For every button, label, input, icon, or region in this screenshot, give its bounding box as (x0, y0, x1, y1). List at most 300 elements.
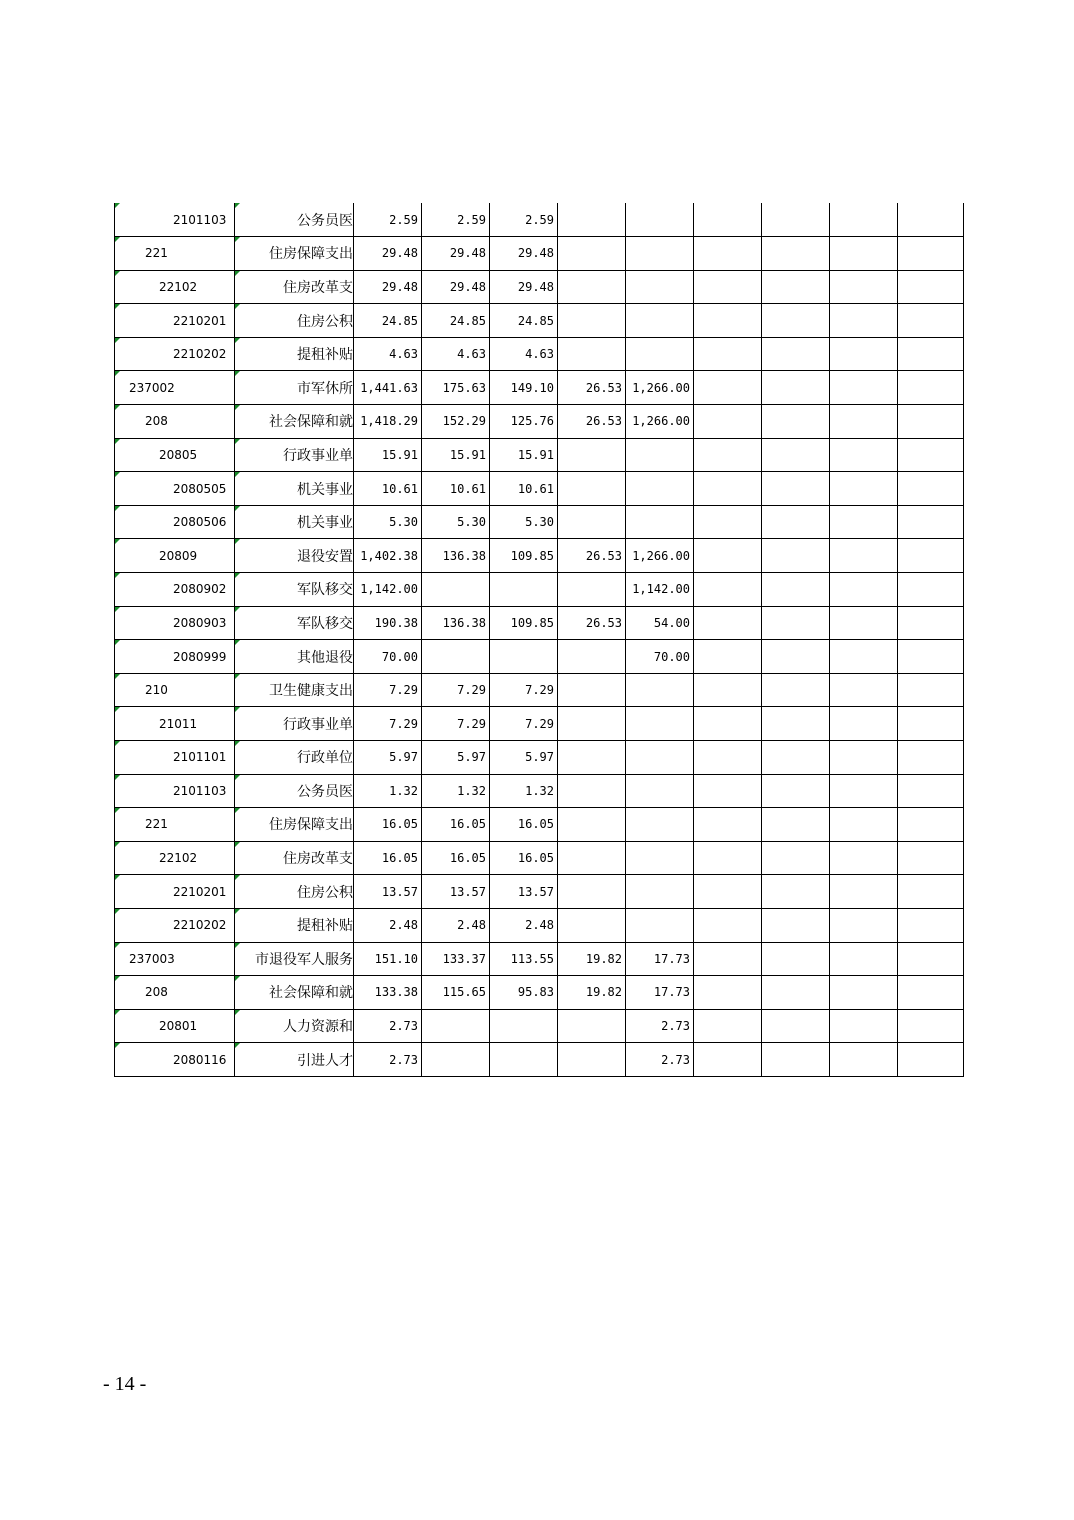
row-value-c5: 1,142.00 (626, 573, 694, 607)
table-row (115, 371, 964, 405)
empty-cell (898, 673, 964, 707)
table-row (115, 304, 964, 338)
empty-cell (762, 707, 830, 741)
row-value-c4: 19.82 (558, 976, 626, 1010)
empty-cell (898, 741, 964, 775)
empty-cell (694, 1009, 762, 1043)
row-name: 住房保障支出 (235, 237, 354, 271)
table-row (115, 774, 964, 808)
empty-cell (762, 606, 830, 640)
row-value-c3: 29.48 (490, 237, 558, 271)
row-name: 社会保障和就 (235, 405, 354, 439)
empty-cell (694, 841, 762, 875)
row-code: 208 (115, 405, 235, 439)
row-value-c3: 15.91 (490, 438, 558, 472)
row-value-c5 (626, 707, 694, 741)
row-value-c1: 5.97 (354, 741, 422, 775)
empty-cell (898, 1009, 964, 1043)
empty-cell (694, 1043, 762, 1077)
row-value-c2: 136.38 (422, 606, 490, 640)
row-name: 住房改革支 (235, 270, 354, 304)
row-code: 210 (115, 673, 235, 707)
empty-cell (898, 505, 964, 539)
row-value-c3: 95.83 (490, 976, 558, 1010)
row-code: 22102 (115, 270, 235, 304)
empty-cell (762, 573, 830, 607)
empty-cell (694, 774, 762, 808)
row-value-c4 (558, 841, 626, 875)
empty-cell (694, 640, 762, 674)
empty-cell (830, 673, 898, 707)
row-value-c1: 2.48 (354, 908, 422, 942)
row-value-c1: 1,418.29 (354, 405, 422, 439)
empty-cell (694, 539, 762, 573)
table-row (115, 707, 964, 741)
row-value-c4: 26.53 (558, 539, 626, 573)
empty-cell (694, 875, 762, 909)
empty-cell (762, 472, 830, 506)
empty-cell (694, 438, 762, 472)
row-value-c5 (626, 875, 694, 909)
row-code: 2101103 (115, 203, 235, 237)
empty-cell (762, 673, 830, 707)
row-code: 221 (115, 237, 235, 271)
row-value-c2: 29.48 (422, 270, 490, 304)
table-row (115, 270, 964, 304)
row-name: 行政单位 (235, 741, 354, 775)
row-value-c3 (490, 1043, 558, 1077)
row-code: 208 (115, 976, 235, 1010)
row-name: 引进人才 (235, 1043, 354, 1077)
empty-cell (898, 707, 964, 741)
empty-cell (830, 270, 898, 304)
row-value-c5 (626, 203, 694, 237)
row-value-c5: 1,266.00 (626, 371, 694, 405)
empty-cell (830, 942, 898, 976)
empty-cell (694, 573, 762, 607)
row-value-c1: 70.00 (354, 640, 422, 674)
empty-cell (830, 505, 898, 539)
row-value-c5: 2.73 (626, 1009, 694, 1043)
row-value-c2: 7.29 (422, 673, 490, 707)
empty-cell (762, 808, 830, 842)
row-value-c3: 16.05 (490, 841, 558, 875)
row-name: 提租补贴 (235, 908, 354, 942)
row-name: 机关事业 (235, 505, 354, 539)
row-name: 行政事业单 (235, 438, 354, 472)
row-value-c4 (558, 505, 626, 539)
empty-cell (762, 203, 830, 237)
empty-cell (762, 371, 830, 405)
empty-cell (830, 841, 898, 875)
table-row (115, 1009, 964, 1043)
empty-cell (694, 673, 762, 707)
empty-cell (898, 539, 964, 573)
row-value-c3: 1.32 (490, 774, 558, 808)
table-row (115, 606, 964, 640)
empty-cell (830, 573, 898, 607)
row-name: 人力资源和 (235, 1009, 354, 1043)
empty-cell (830, 405, 898, 439)
empty-cell (762, 539, 830, 573)
row-code: 2210202 (115, 337, 235, 371)
row-value-c2: 2.48 (422, 908, 490, 942)
row-value-c2 (422, 573, 490, 607)
empty-cell (694, 405, 762, 439)
row-value-c5 (626, 808, 694, 842)
empty-cell (762, 1009, 830, 1043)
row-code: 2080505 (115, 472, 235, 506)
row-value-c3: 2.48 (490, 908, 558, 942)
row-value-c4 (558, 808, 626, 842)
row-value-c3: 7.29 (490, 707, 558, 741)
empty-cell (898, 908, 964, 942)
row-value-c1: 133.38 (354, 976, 422, 1010)
row-name: 公务员医 (235, 774, 354, 808)
row-value-c1: 4.63 (354, 337, 422, 371)
empty-cell (762, 1043, 830, 1077)
empty-cell (830, 741, 898, 775)
row-code: 2080902 (115, 573, 235, 607)
empty-cell (694, 606, 762, 640)
row-value-c1: 29.48 (354, 237, 422, 271)
empty-cell (898, 304, 964, 338)
empty-cell (830, 1043, 898, 1077)
row-value-c5 (626, 841, 694, 875)
empty-cell (830, 707, 898, 741)
row-value-c3: 125.76 (490, 405, 558, 439)
row-value-c5 (626, 237, 694, 271)
row-value-c4 (558, 573, 626, 607)
row-value-c2 (422, 1009, 490, 1043)
row-value-c2: 10.61 (422, 472, 490, 506)
row-name: 卫生健康支出 (235, 673, 354, 707)
table-row (115, 976, 964, 1010)
row-name: 行政事业单 (235, 707, 354, 741)
empty-cell (830, 438, 898, 472)
table-row (115, 337, 964, 371)
row-value-c2: 7.29 (422, 707, 490, 741)
row-value-c1: 1,142.00 (354, 573, 422, 607)
row-code: 2210201 (115, 304, 235, 338)
empty-cell (830, 203, 898, 237)
row-value-c3: 13.57 (490, 875, 558, 909)
empty-cell (762, 505, 830, 539)
empty-cell (694, 237, 762, 271)
row-name: 军队移交 (235, 573, 354, 607)
row-value-c3: 109.85 (490, 606, 558, 640)
empty-cell (898, 875, 964, 909)
row-value-c2: 29.48 (422, 237, 490, 271)
empty-cell (762, 908, 830, 942)
empty-cell (694, 707, 762, 741)
row-value-c2: 1.32 (422, 774, 490, 808)
empty-cell (694, 505, 762, 539)
page-number: - 14 - (103, 1373, 147, 1395)
empty-cell (762, 270, 830, 304)
row-value-c4 (558, 908, 626, 942)
row-value-c4 (558, 304, 626, 338)
table-row (115, 438, 964, 472)
table-row (115, 908, 964, 942)
row-value-c4 (558, 741, 626, 775)
row-value-c4: 26.53 (558, 371, 626, 405)
empty-cell (830, 908, 898, 942)
empty-cell (830, 371, 898, 405)
row-value-c4 (558, 707, 626, 741)
table-row (115, 505, 964, 539)
table-row (115, 573, 964, 607)
row-value-c1: 2.73 (354, 1009, 422, 1043)
empty-cell (898, 405, 964, 439)
row-value-c1: 1.32 (354, 774, 422, 808)
row-value-c5: 2.73 (626, 1043, 694, 1077)
row-value-c4 (558, 237, 626, 271)
row-code: 20805 (115, 438, 235, 472)
empty-cell (694, 337, 762, 371)
row-value-c1: 2.59 (354, 203, 422, 237)
table-row (115, 673, 964, 707)
row-value-c5 (626, 438, 694, 472)
row-name: 社会保障和就 (235, 976, 354, 1010)
empty-cell (762, 841, 830, 875)
row-value-c5 (626, 908, 694, 942)
empty-cell (830, 337, 898, 371)
row-name: 公务员医 (235, 203, 354, 237)
table-body (115, 203, 964, 1076)
row-value-c1: 16.05 (354, 808, 422, 842)
table-row (115, 1043, 964, 1077)
row-value-c1: 24.85 (354, 304, 422, 338)
row-value-c1: 151.10 (354, 942, 422, 976)
empty-cell (762, 741, 830, 775)
table-row (115, 875, 964, 909)
row-code: 2101101 (115, 741, 235, 775)
empty-cell (830, 237, 898, 271)
empty-cell (898, 942, 964, 976)
row-value-c4 (558, 1009, 626, 1043)
empty-cell (830, 539, 898, 573)
empty-cell (898, 841, 964, 875)
row-name: 其他退役 (235, 640, 354, 674)
row-value-c1: 7.29 (354, 707, 422, 741)
row-value-c1: 1,441.63 (354, 371, 422, 405)
row-value-c4 (558, 337, 626, 371)
row-code: 2080116 (115, 1043, 235, 1077)
row-value-c3: 149.10 (490, 371, 558, 405)
row-value-c4: 19.82 (558, 942, 626, 976)
row-code: 2210201 (115, 875, 235, 909)
row-value-c5 (626, 304, 694, 338)
empty-cell (898, 472, 964, 506)
row-value-c2: 115.65 (422, 976, 490, 1010)
row-value-c5: 17.73 (626, 976, 694, 1010)
row-name: 军队移交 (235, 606, 354, 640)
row-value-c3: 2.59 (490, 203, 558, 237)
row-value-c5 (626, 774, 694, 808)
empty-cell (830, 472, 898, 506)
row-value-c3: 109.85 (490, 539, 558, 573)
row-value-c2: 136.38 (422, 539, 490, 573)
row-value-c4 (558, 472, 626, 506)
row-value-c3: 29.48 (490, 270, 558, 304)
row-value-c3: 4.63 (490, 337, 558, 371)
row-value-c4 (558, 875, 626, 909)
row-code: 2210202 (115, 908, 235, 942)
row-value-c2: 5.97 (422, 741, 490, 775)
empty-cell (762, 304, 830, 338)
row-value-c3 (490, 1009, 558, 1043)
table-row (115, 640, 964, 674)
empty-cell (762, 438, 830, 472)
empty-cell (830, 1009, 898, 1043)
row-value-c2: 13.57 (422, 875, 490, 909)
row-value-c1: 15.91 (354, 438, 422, 472)
empty-cell (694, 808, 762, 842)
row-value-c5 (626, 270, 694, 304)
row-value-c3: 5.30 (490, 505, 558, 539)
row-name: 市退役军人服务 (235, 942, 354, 976)
row-value-c2: 152.29 (422, 405, 490, 439)
row-name: 住房保障支出 (235, 808, 354, 842)
empty-cell (762, 875, 830, 909)
row-value-c2: 15.91 (422, 438, 490, 472)
row-name: 退役安置 (235, 539, 354, 573)
row-value-c4 (558, 1043, 626, 1077)
row-name: 住房公积 (235, 304, 354, 338)
empty-cell (762, 640, 830, 674)
row-value-c2: 16.05 (422, 841, 490, 875)
empty-cell (898, 237, 964, 271)
empty-cell (830, 606, 898, 640)
empty-cell (898, 606, 964, 640)
row-value-c1: 29.48 (354, 270, 422, 304)
row-value-c4: 26.53 (558, 606, 626, 640)
row-value-c5: 17.73 (626, 942, 694, 976)
row-value-c5: 1,266.00 (626, 539, 694, 573)
row-value-c4 (558, 673, 626, 707)
row-name: 机关事业 (235, 472, 354, 506)
empty-cell (694, 304, 762, 338)
row-value-c4 (558, 774, 626, 808)
row-value-c4 (558, 438, 626, 472)
row-value-c4 (558, 203, 626, 237)
empty-cell (898, 640, 964, 674)
row-value-c3 (490, 573, 558, 607)
empty-cell (762, 237, 830, 271)
row-name: 住房公积 (235, 875, 354, 909)
row-code: 2080506 (115, 505, 235, 539)
row-value-c4 (558, 640, 626, 674)
row-value-c4 (558, 270, 626, 304)
empty-cell (830, 976, 898, 1010)
empty-cell (694, 908, 762, 942)
table-row (115, 472, 964, 506)
row-value-c1: 13.57 (354, 875, 422, 909)
row-value-c3: 5.97 (490, 741, 558, 775)
row-value-c5 (626, 337, 694, 371)
row-value-c3: 113.55 (490, 942, 558, 976)
row-value-c2 (422, 640, 490, 674)
row-value-c2: 133.37 (422, 942, 490, 976)
row-code: 22102 (115, 841, 235, 875)
table-row (115, 405, 964, 439)
row-value-c1: 16.05 (354, 841, 422, 875)
empty-cell (898, 371, 964, 405)
row-value-c2: 175.63 (422, 371, 490, 405)
row-value-c3: 10.61 (490, 472, 558, 506)
empty-cell (898, 1043, 964, 1077)
table-row (115, 841, 964, 875)
row-code: 20801 (115, 1009, 235, 1043)
table-row (115, 203, 964, 237)
row-code: 237002 (115, 371, 235, 405)
empty-cell (762, 405, 830, 439)
row-name: 市军休所 (235, 371, 354, 405)
empty-cell (898, 573, 964, 607)
empty-cell (694, 741, 762, 775)
row-value-c4: 26.53 (558, 405, 626, 439)
empty-cell (898, 976, 964, 1010)
empty-cell (830, 875, 898, 909)
row-code: 237003 (115, 942, 235, 976)
empty-cell (898, 203, 964, 237)
table-row (115, 539, 964, 573)
row-name: 住房改革支 (235, 841, 354, 875)
empty-cell (898, 337, 964, 371)
row-value-c3: 16.05 (490, 808, 558, 842)
row-value-c2: 5.30 (422, 505, 490, 539)
empty-cell (898, 438, 964, 472)
empty-cell (762, 976, 830, 1010)
row-value-c2: 16.05 (422, 808, 490, 842)
row-value-c3: 7.29 (490, 673, 558, 707)
row-code: 2080999 (115, 640, 235, 674)
row-value-c2 (422, 1043, 490, 1077)
row-code: 221 (115, 808, 235, 842)
row-name: 提租补贴 (235, 337, 354, 371)
empty-cell (694, 976, 762, 1010)
row-code: 2080903 (115, 606, 235, 640)
empty-cell (898, 808, 964, 842)
row-value-c5 (626, 673, 694, 707)
row-value-c1: 1,402.38 (354, 539, 422, 573)
row-value-c1: 7.29 (354, 673, 422, 707)
row-value-c1: 10.61 (354, 472, 422, 506)
table-row (115, 808, 964, 842)
row-value-c5: 54.00 (626, 606, 694, 640)
row-value-c1: 2.73 (354, 1043, 422, 1077)
row-value-c3: 24.85 (490, 304, 558, 338)
empty-cell (694, 942, 762, 976)
empty-cell (694, 203, 762, 237)
table-row (115, 237, 964, 271)
empty-cell (762, 337, 830, 371)
table-row (115, 741, 964, 775)
empty-cell (830, 640, 898, 674)
row-code: 2101103 (115, 774, 235, 808)
empty-cell (830, 304, 898, 338)
row-value-c1: 190.38 (354, 606, 422, 640)
table-row (115, 942, 964, 976)
row-value-c2: 24.85 (422, 304, 490, 338)
empty-cell (694, 270, 762, 304)
row-value-c5 (626, 741, 694, 775)
empty-cell (898, 774, 964, 808)
empty-cell (762, 942, 830, 976)
empty-cell (830, 774, 898, 808)
row-value-c5: 1,266.00 (626, 405, 694, 439)
